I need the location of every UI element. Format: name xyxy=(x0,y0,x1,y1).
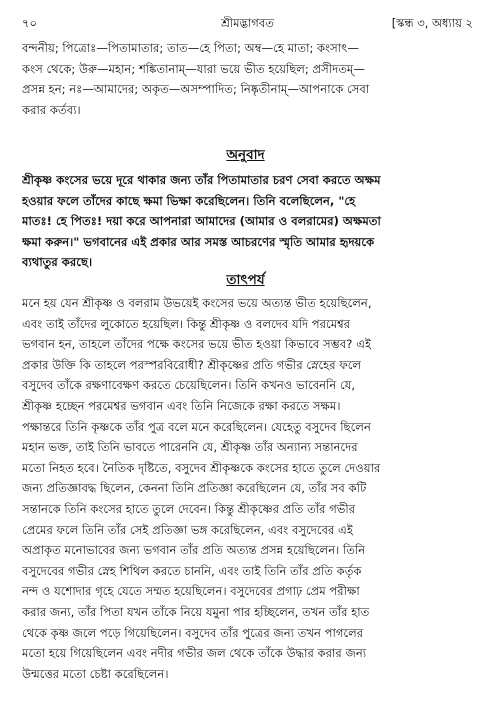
purport-line: এবং তাই তাঁদের লুকোতে হয়েছিল। কিন্তু শ্রীকৃষ্ণ ও বলদেব যদি পরমেশ্বর xyxy=(22,316,351,331)
purport-line: প্রকার উক্তি কি তাহলে পরস্পরবিরোধী? শ্রীকৃষ্ণের প্রতি গভীর স্নেহের ফলে xyxy=(22,357,362,372)
purport-line: মনে হয় যেন শ্রীকৃষ্ণ ও বলরাম উভয়েই কংসের ভয়ে অত্যন্ত ভীত হয়েছিলেন, xyxy=(22,296,372,310)
translation-line: ব্যথাতুর করছে। xyxy=(22,255,93,270)
purport-line: থেকে কৃষ্ণ জলে পড়ে গিয়েছিলেন। বসুদেব তাঁর পুত্রের জন্য তখন পাগলের xyxy=(22,625,364,640)
purport-line: জন্য প্রতিজ্ঞাবদ্ধ ছিলেন, কেননা তিনি প্রতিজ্ঞা করেছিলেন যে, তাঁর সব কটি xyxy=(22,481,367,496)
translation-line: হওয়ার ফলে তাঁদের কাছে ক্ষমা ভিক্ষা করেছিলেন। তিনি বলেছিলেন, "হে xyxy=(22,193,356,208)
purport-line: মহান ভক্ত, তাই তিনি ভাবতে পারেননি যে, শ্রীকৃষ্ণ তাঁর অন্যান্য সন্তানদের xyxy=(22,440,358,455)
purport-line: ভগবান হন, তাহলে তাঁদের পক্ষে কংসের ভয়ে ভীত হওয়া কিভাবে সম্ভব? এই xyxy=(22,337,371,352)
purport-line: পক্ষান্তরে তিনি কৃষ্ণকে তাঁর পুত্র বলে মনে করেছিলেন। যেহেতু বসুদেব ছিলেন xyxy=(22,419,371,434)
translation-line: শ্রীকৃষ্ণ কংসের ভয়ে দূরে থাকার জন্য তাঁর পিতামাতার চরণ সেবা করতে অক্ষম xyxy=(22,173,381,187)
synonyms-line: বন্দনীয়; পিত্রোঃ—পিতামাতার; তাত—হে পিতা; অম্ব—হে মাতা; কংসাৎ— xyxy=(22,41,359,55)
purport-line: মতো হয়ে গিয়েছিলেন এবং নদীর গভীর জল থেকে তাঁকে উদ্ধার করার জন্য xyxy=(22,646,367,661)
purport-line: করার জন্য, তাঁর পিতা যখন তাঁকে নিয়ে যমুনা পার হচ্ছিলেন, তখন তাঁর হাত xyxy=(22,604,370,619)
purport-line: বসুদেবের গভীর স্নেহ শিথিল করতে চাননি, এবং তাই তিনি তাঁর প্রতি কর্তৃক xyxy=(22,563,362,578)
purport-line: অপ্রাকৃত মনোভাবের জন্য ভগবান তাঁর প্রতি অত্যন্ত প্রসন্ন হয়েছিলেন। তিনি xyxy=(22,543,366,558)
translation-heading: অনুবাদ xyxy=(226,147,265,163)
purport-heading: তাৎপর্য xyxy=(226,272,265,288)
purport-block xyxy=(22,293,473,684)
synonyms-line: করার কর্তব্য। xyxy=(22,102,81,117)
translation-line: ক্ষমা করুন।" ভগবানের এই প্রকার আর সমস্ত আচরণের স্মৃতি আমার হৃদয়কে xyxy=(22,234,375,249)
translation-line: মাতঃ! হে পিতঃ! দয়া করে আপনারা আমাদের (আমার ও বলরামের) অক্ষমতা xyxy=(22,214,381,229)
purport-line: উন্মত্তের মতো চেষ্টা করেছিলেন। xyxy=(22,666,169,681)
translation-block xyxy=(22,170,473,273)
purport-line: বসুদেব তাঁকে রক্ষণাবেক্ষণ করতে চেয়েছিলেন। তিনি কখনও ভাবেননি যে, xyxy=(22,378,356,393)
book-title: শ্রীমদ্ভাগবত xyxy=(221,16,274,30)
page-header xyxy=(22,14,473,32)
purport-line: সন্তানকে তিনি কংসের হাতে তুলে দেবেন। কিন্তু শ্রীকৃষ্ণের প্রতি তাঁর গভীর xyxy=(22,501,356,516)
chapter-reference: [স্কন্ধ ৩, অধ্যায় ২ xyxy=(391,16,473,30)
synonyms-line: প্রসন্ন হন; নঃ—আমাদের; অকৃত—অসম্পাদিত; নিষ্কৃতীনাম্—আপনাকে সেবা xyxy=(22,82,370,97)
synonyms-block xyxy=(22,38,473,120)
synonyms-line: কংস থেকে; উরু—মহান; শঙ্কিতানাম্—যারা ভয়ে ভীত হয়েছিল; প্রসীদতম্— xyxy=(22,61,365,76)
purport-line: নন্দ ও যশোদার গৃহে যেতে সম্মত হয়েছিলেন। বসুদেবের প্রগাঢ় প্রেম পরীক্ষা xyxy=(22,584,360,599)
page-number: ৭০ xyxy=(22,16,37,30)
purport-line: প্রেমের ফলে তিনি তাঁর সেই প্রতিজ্ঞা ভঙ্গ করেছিলেন, এবং বসুদেবের এই xyxy=(22,522,353,537)
purport-line: শ্রীকৃষ্ণ হচ্ছেন পরমেশ্বর ভগবান এবং তিনি নিজেকে রক্ষা করতে সক্ষম। xyxy=(22,398,341,413)
purport-line: মতো নিহত হবে। নৈতিক দৃষ্টিতে, বসুদেব শ্রীকৃষ্ণকে কংসের হাতে তুলে দেওয়ার xyxy=(22,460,381,475)
